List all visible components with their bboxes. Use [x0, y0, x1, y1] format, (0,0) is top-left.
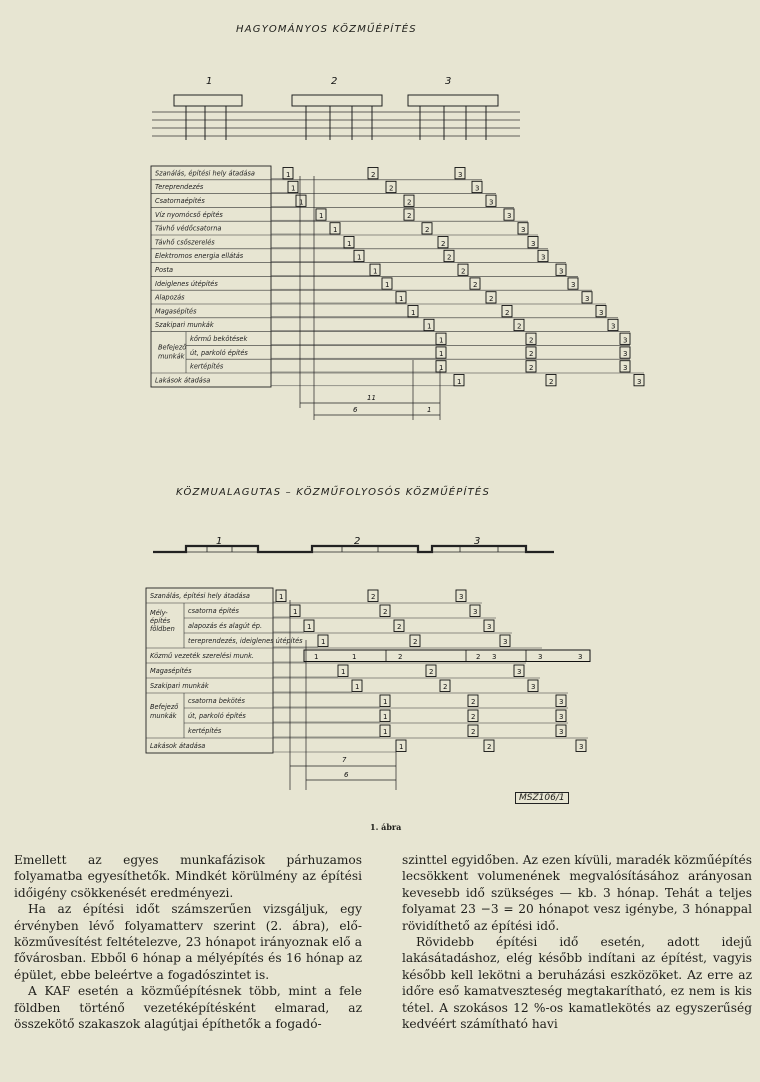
schedule-box-number: 3 — [458, 170, 463, 179]
top-row-label: Lakások átadása — [155, 376, 211, 385]
schedule-box-number: 1 — [333, 226, 338, 234]
schedule-box-number: 2 — [471, 728, 476, 736]
schedule-box-number: 1 — [321, 638, 326, 646]
top-row-label: Magasépítés — [155, 307, 197, 316]
bottom-row-label: út, parkoló építés — [188, 712, 246, 720]
paragraph: Rövidebb építési idő esetén, adott idejű lakásátadáshoz, elég később indítani az építést, vagyis később kell lekötni a beruházási eszközöket. Az erre az időre eső kamatveszteség megtakarítható, ez nem is kis tétel. A szokásos 12 %-os kamatlekötés az egyszerűség kedvéért számítható havi — [402, 935, 752, 1032]
schedule-box-number: 1 — [385, 281, 390, 290]
schedule-box-number: 2 — [413, 638, 418, 646]
schedule-box-number: 2 — [383, 608, 388, 616]
schedule-box-number: 2 — [447, 253, 452, 262]
schedule-box-number: 1 — [383, 728, 388, 736]
schedule-box-number: 2 — [487, 743, 492, 751]
schedule-box-number: 2 — [397, 623, 402, 631]
schedule-box-number: 2 — [529, 364, 534, 372]
utility-bar-number: 3 — [538, 653, 543, 661]
schedule-box-number: 2 — [473, 281, 478, 290]
schedule-box-number: 2 — [371, 593, 376, 601]
schedule-box-number: 1 — [399, 295, 404, 303]
schedule-box-number: 1 — [355, 683, 360, 691]
bottom-row-label: Közmű vezeték szerelési munk. — [150, 652, 254, 660]
bottom-row-label: csatorna bekötés — [188, 697, 245, 705]
bottom-group-label-deep: földben — [150, 625, 175, 633]
schedule-box-number: 1 — [439, 364, 444, 372]
utility-bar-number: 2 — [398, 653, 403, 661]
paragraph: A KAF esetén a közműépítésnek több, mint a fele földben történő vezetéképítésként elmarad, az összekötő szakaszok alagútjai építhetők a fogadó- — [14, 984, 362, 1032]
schedule-box-number: 1 — [291, 184, 296, 193]
utility-bar-number: 2 — [476, 653, 481, 661]
schedule-box-number: 2 — [471, 713, 476, 721]
bottom-section-number-3: 3 — [474, 536, 481, 547]
schedule-box-number: 1 — [286, 170, 291, 179]
top-row-label: Elektromos energia ellátás — [155, 252, 244, 261]
schedule-box-number: 1 — [279, 593, 284, 601]
schedule-box-number: 1 — [357, 253, 362, 262]
top-row-label: Szakipari munkák — [155, 321, 214, 330]
schedule-box-number: 1 — [293, 608, 298, 616]
schedule-box-number: 3 — [541, 253, 546, 262]
top-section-number-3: 3 — [445, 76, 452, 87]
top-row-label: Víz nyomócső építés — [155, 210, 223, 219]
top-dim-1: 1 — [427, 406, 432, 414]
schedule-box-number: 2 — [443, 683, 448, 691]
schedule-box-number: 3 — [599, 308, 604, 317]
schedule-box-number: 3 — [559, 698, 564, 706]
schedule-box-number: 3 — [517, 668, 522, 676]
schedule-box-number: 3 — [637, 377, 642, 386]
text-column-right — [402, 852, 752, 1032]
paragraph: Emellett az egyes munkafázisok párhuzamos folyamatba egyesíthetők. Mindkét körülmény az építési időigény csökkenését eredményezi. — [14, 853, 362, 900]
top-row-label: kertépítés — [190, 362, 224, 371]
top-row-label: Távhő védőcsatorna — [155, 224, 222, 233]
top-row-label: Alapozás — [155, 293, 185, 302]
schedule-box-number: 3 — [507, 212, 512, 221]
schedule-box-number: 1 — [427, 322, 432, 331]
figure-caption: 1. ábra — [370, 822, 402, 832]
schedule-box-number: 2 — [529, 350, 534, 359]
figure-title-top: HAGYOMÁNYOS KÖZMŰÉPÍTÉS — [236, 24, 417, 35]
schedule-box-number: 2 — [461, 267, 466, 276]
utility-bar-number: 1 — [314, 653, 319, 661]
top-group-label: munkák — [158, 352, 185, 361]
bottom-row-label: csatorna építés — [188, 607, 239, 615]
top-row-label: Szanálás, építési hely átadása — [155, 169, 255, 178]
bottom-group-label-deep: építés — [150, 617, 171, 625]
schedule-box-number: 1 — [411, 308, 416, 317]
schedule-box-number: 3 — [459, 593, 464, 601]
top-section-number-1: 1 — [206, 76, 213, 87]
figure-title-bottom: KÖZMUALAGUTAS – KÖZMŰFOLYOSÓS KÖZMŰÉPÍTÉS — [176, 487, 490, 498]
top-dim-6: 6 — [353, 406, 358, 414]
schedule-box-number: 1 — [347, 239, 352, 248]
top-row-label: kőrmű bekötések — [190, 335, 248, 343]
schedule-box-number: 3 — [531, 683, 536, 691]
schedule-box-number: 1 — [439, 350, 444, 359]
paragraph: Ha az építési időt számszerűen vizsgáljuk, egy érvényben lévő folyamatterv szerint (2. ábra), elő-közművesítést feltételezve, 23 hónapot irányoznak elő a fővárosban. Ebből 6 hónap a mélyépítés és 16 hónap az épület, ebbe beleértve a fogadószintet is. — [14, 902, 362, 982]
schedule-box-number: 3 — [611, 322, 616, 331]
schedule-box-number: 2 — [505, 308, 510, 317]
text-column-left — [14, 852, 362, 1032]
schedule-box-number: 2 — [549, 377, 554, 386]
bottom-dim-7: 7 — [342, 756, 347, 764]
schedule-box-number: 3 — [473, 608, 478, 616]
schedule-box-number: 2 — [425, 226, 430, 234]
top-dim-11: 11 — [367, 394, 376, 402]
schedule-box-number: 2 — [517, 322, 522, 331]
schedule-box-number: 2 — [471, 698, 476, 706]
schedule-box-number: 3 — [503, 638, 508, 646]
bottom-section-number-1: 1 — [216, 536, 223, 547]
bottom-row-label: kertépítés — [188, 727, 222, 735]
schedule-box-number: 1 — [307, 623, 312, 631]
schedule-box-number: 2 — [429, 668, 434, 676]
bottom-row-label: Szakipari munkák — [150, 682, 209, 690]
schedule-box-number: 1 — [383, 698, 388, 706]
schedule-box-number: 1 — [383, 713, 388, 721]
schedule-box-number: 3 — [559, 728, 564, 736]
schedule-box-number: 3 — [623, 350, 628, 359]
bottom-group-label-finish: Befejező — [150, 703, 179, 711]
schedule-box-number: 3 — [623, 364, 628, 372]
bottom-row-label: Magasépítés — [150, 667, 192, 675]
schedule-box-number: 2 — [389, 184, 394, 193]
schedule-box-number: 2 — [407, 212, 412, 221]
schedule-box-number: 1 — [399, 743, 404, 751]
bottom-group-label-finish: munkák — [150, 712, 177, 720]
schedule-box-number: 2 — [529, 336, 534, 345]
schedule-box-number: 2 — [489, 295, 494, 303]
schedule-box-number: 1 — [299, 198, 304, 207]
schedule-box-number: 1 — [373, 267, 378, 276]
schedule-box-number: 3 — [559, 267, 564, 276]
schedule-box-number: 3 — [559, 713, 564, 721]
schedule-box-number: 3 — [571, 281, 576, 290]
top-row-label: út, parkoló építés — [190, 348, 248, 357]
schedule-box-number: 3 — [623, 336, 628, 345]
schedule-box-number: 2 — [441, 239, 446, 248]
schedule-box-number: 2 — [407, 198, 412, 207]
schedule-box-number: 3 — [475, 184, 480, 193]
schedule-box-number: 3 — [579, 743, 584, 751]
top-section-number-2: 2 — [331, 76, 338, 87]
schedule-box-number: 3 — [521, 226, 526, 234]
schedule-box-number: 2 — [371, 170, 376, 179]
bottom-row-label: Lakások átadása — [150, 742, 206, 750]
top-group-label: Befejező — [158, 343, 187, 352]
bottom-section-number-2: 2 — [354, 536, 361, 547]
schedule-box-number: 3 — [585, 295, 590, 303]
top-row-label: Csatornaépítés — [155, 197, 205, 205]
schedule-box-number: 1 — [341, 668, 346, 676]
bottom-row-label: Szanálás, építési hely átadása — [150, 592, 250, 600]
top-row-label: Ideiglenes útépítés — [155, 279, 218, 288]
schedule-box-number: 1 — [319, 212, 324, 221]
schedule-box-number: 3 — [487, 623, 492, 631]
utility-bar — [304, 650, 590, 662]
utility-bar-number: 3 — [578, 653, 583, 661]
top-row-label: Posta — [155, 266, 174, 274]
bottom-group-label-deep: Mély- — [150, 609, 168, 617]
paragraph: szinttel egyidőben. Az ezen kívüli, maradék közműépítés lecsökkent volumenének megvalósításához arányosan kevesebb idő szükséges — kb. 3 hónap. Tehát a teljes folyamat 23 −3 = 20 hónapot vesz igénybe, 3 hónappal rövidíthető az építési idő. — [402, 853, 752, 933]
top-row-label: Távhő csőszerelés — [155, 238, 215, 247]
schedule-box-number: 3 — [489, 198, 494, 207]
utility-bar-number: 3 — [492, 653, 497, 661]
schedule-box-number: 3 — [531, 239, 536, 248]
bottom-row-label: alapozás és alagút ép. — [188, 622, 263, 630]
top-row-label: Tereprendezés — [155, 183, 204, 192]
figure-code: MSZ106/1 — [515, 792, 569, 804]
schedule-box-number: 1 — [439, 336, 444, 345]
bottom-dim-6: 6 — [344, 771, 349, 779]
bottom-row-label: tereprendezés, ideiglenes útépítés — [188, 637, 303, 645]
utility-bar-number: 1 — [352, 653, 357, 661]
schedule-box-number: 1 — [457, 377, 462, 386]
